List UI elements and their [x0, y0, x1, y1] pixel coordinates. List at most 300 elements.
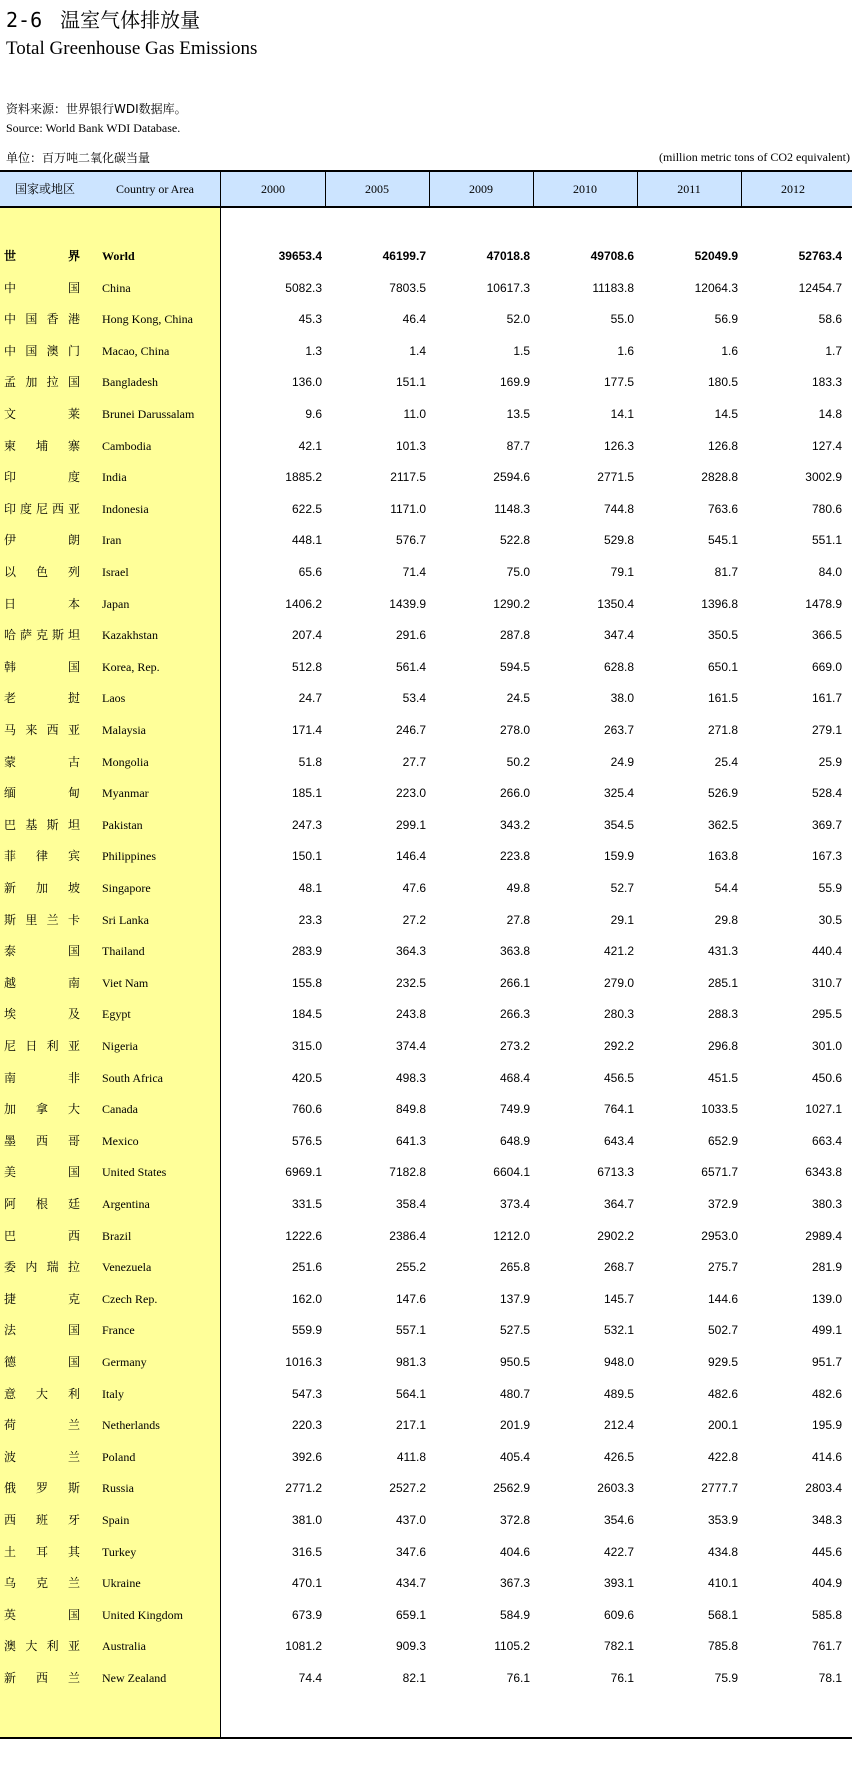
country-name-zh: 印度尼西亚	[4, 501, 80, 516]
table-row	[0, 1409, 852, 1441]
value-2009: 367.3	[499, 1576, 530, 1591]
value-2010: 456.5	[603, 1070, 634, 1085]
value-2000: 448.1	[291, 533, 322, 548]
value-2005: 82.1	[402, 1671, 426, 1685]
value-2000: 39653.4	[278, 249, 322, 263]
country-name-zh: 波兰	[4, 1449, 80, 1464]
value-2009: 27.8	[506, 912, 530, 927]
value-2009: 522.8	[499, 533, 530, 548]
country-name-en: Spain	[102, 1513, 130, 1527]
country-name-en: Australia	[102, 1639, 146, 1654]
value-2011: 652.9	[707, 1133, 738, 1148]
value-2005: 47.6	[402, 881, 426, 895]
value-2010: 14.1	[610, 407, 634, 421]
country-name-en: France	[102, 1323, 135, 1338]
value-2005: 1439.9	[389, 596, 426, 611]
value-2000: 65.6	[298, 565, 322, 579]
value-2009: 584.9	[499, 1607, 530, 1622]
value-2000: 315.0	[291, 1039, 322, 1053]
value-2012: 301.0	[811, 1039, 842, 1053]
table-row	[0, 682, 852, 714]
value-2009: 594.5	[499, 659, 530, 674]
page-title-zh	[6, 4, 200, 33]
value-2011: 434.8	[707, 1544, 738, 1559]
value-2000: 470.1	[291, 1576, 322, 1591]
value-2000: 1885.2	[285, 470, 322, 485]
value-2012: 30.5	[818, 912, 842, 927]
value-2010: 280.3	[603, 1007, 634, 1022]
value-2011: 929.5	[707, 1355, 738, 1369]
value-2011: 161.5	[707, 691, 738, 706]
value-2012: 279.1	[811, 723, 842, 737]
table-row	[0, 335, 852, 367]
header-country-zh: 国家或地区	[14, 182, 75, 196]
value-2011: 482.6	[707, 1386, 738, 1401]
value-2011: 526.9	[707, 786, 738, 801]
country-name-zh: 世界	[4, 249, 80, 263]
value-2000: 9.6	[305, 407, 322, 421]
value-2010: 744.8	[603, 501, 634, 516]
value-2000: 42.1	[298, 438, 322, 453]
value-2009: 1105.2	[494, 1639, 530, 1654]
country-name-en: Hong Kong, China	[102, 312, 193, 327]
value-2012: 951.7	[811, 1355, 842, 1369]
value-2000: 74.4	[298, 1671, 322, 1685]
value-2012: 52763.4	[798, 249, 842, 263]
country-name-zh: 印度	[4, 470, 80, 485]
value-2010: 177.5	[603, 375, 634, 390]
value-2000: 251.6	[291, 1260, 322, 1275]
country-name-en: Cambodia	[102, 438, 152, 453]
country-name-en: Thailand	[102, 944, 145, 959]
country-name-en: China	[102, 280, 131, 295]
value-2010: 79.1	[610, 565, 634, 579]
value-2005: 561.4	[395, 659, 426, 674]
title-zh-text: 温室气体排放量	[60, 8, 201, 32]
country-name-zh: 孟加拉国	[4, 375, 80, 390]
value-2012: 551.1	[811, 533, 842, 548]
value-2009: 49.8	[506, 881, 530, 895]
value-2009: 1290.2	[493, 596, 530, 611]
country-name-zh: 澳大利亚	[4, 1639, 80, 1654]
value-2009: 75.0	[506, 565, 530, 579]
value-2000: 512.8	[291, 659, 322, 674]
value-2009: 2594.6	[493, 470, 530, 485]
value-2012: 6343.8	[805, 1165, 842, 1180]
value-2010: 489.5	[603, 1386, 634, 1401]
country-name-zh: 委内瑞拉	[4, 1260, 80, 1275]
value-2010: 354.6	[603, 1513, 634, 1527]
value-2011: 52049.9	[694, 249, 738, 263]
value-2012: 167.3	[811, 849, 842, 864]
value-2011: 75.9	[714, 1671, 738, 1685]
table-row	[0, 1472, 852, 1504]
value-2009: 137.9	[499, 1291, 530, 1306]
country-name-zh: 西班牙	[4, 1513, 80, 1527]
value-2005: 7182.8	[389, 1165, 426, 1180]
value-2010: 529.8	[603, 533, 634, 548]
country-name-en: Malaysia	[102, 723, 146, 737]
header-divider	[325, 172, 326, 206]
unit-note-zh: 单位：百万吨二氧化碳当量	[6, 151, 151, 165]
value-2005: 641.3	[395, 1133, 426, 1148]
value-2011: 502.7	[707, 1323, 738, 1338]
value-2009: 363.8	[499, 944, 530, 959]
table-row	[0, 809, 852, 841]
value-2010: 11183.8	[592, 280, 634, 295]
value-2009: 405.4	[499, 1449, 530, 1464]
value-2009: 1148.3	[494, 501, 530, 516]
value-2011: 56.9	[714, 312, 738, 327]
value-2012: 450.6	[811, 1070, 842, 1085]
country-name-zh: 乌克兰	[4, 1576, 80, 1591]
value-2009: 266.3	[499, 1007, 530, 1022]
value-2000: 185.1	[291, 786, 322, 801]
value-2009: 273.2	[499, 1039, 530, 1053]
country-name-en: New Zealand	[102, 1671, 167, 1685]
value-2000: 220.3	[291, 1418, 322, 1433]
value-2010: 279.0	[603, 975, 634, 990]
value-2010: 354.5	[603, 817, 634, 832]
value-2012: 195.9	[811, 1418, 842, 1433]
value-2011: 271.8	[707, 723, 738, 737]
value-2010: 268.7	[603, 1260, 634, 1275]
unit-note-en: (million metric tons of CO2 equivalent)	[659, 150, 850, 164]
value-2005: 849.8	[395, 1102, 426, 1117]
country-name-zh: 越南	[4, 975, 80, 990]
value-2011: 353.9	[707, 1513, 738, 1527]
value-2000: 171.4	[291, 723, 322, 737]
value-2011: 650.1	[707, 659, 738, 674]
value-2012: 482.6	[811, 1386, 842, 1401]
value-2000: 184.5	[291, 1007, 322, 1022]
country-name-en: Korea, Rep.	[102, 659, 160, 674]
table-row	[0, 430, 852, 462]
value-2000: 45.3	[298, 312, 322, 327]
country-name-zh: 俄罗斯	[4, 1481, 80, 1496]
value-2011: 1396.8	[701, 596, 738, 611]
value-2000: 24.7	[298, 691, 322, 706]
value-2011: 1033.5	[701, 1102, 738, 1117]
table-row	[0, 651, 852, 683]
value-2012: 414.6	[811, 1449, 842, 1464]
table-row	[0, 714, 852, 746]
table-row	[0, 1220, 852, 1252]
value-2009: 24.5	[506, 691, 530, 706]
country-name-zh: 南非	[4, 1070, 80, 1085]
table-row	[0, 872, 852, 904]
value-2000: 1222.6	[285, 1228, 322, 1243]
value-2012: 84.0	[818, 565, 842, 579]
country-name-zh: 哈萨克斯坦	[4, 628, 80, 643]
value-2012: 1027.1	[805, 1102, 842, 1117]
page-title-en: Total Greenhouse Gas Emissions	[6, 38, 258, 59]
value-2000: 162.0	[291, 1291, 322, 1306]
value-2012: 348.3	[811, 1513, 842, 1527]
country-name-en: Viet Nam	[102, 975, 149, 990]
table-row	[0, 272, 852, 304]
value-2005: 2117.5	[390, 470, 426, 485]
value-2000: 331.5	[291, 1197, 322, 1211]
header-divider	[429, 172, 430, 206]
header-divider	[533, 172, 534, 206]
table-row	[0, 240, 852, 272]
table-row	[0, 1314, 852, 1346]
value-2010: 421.2	[603, 944, 634, 959]
table-row	[0, 1283, 852, 1315]
country-name-zh: 柬埔寨	[4, 438, 80, 453]
value-2010: 55.0	[610, 312, 634, 327]
value-2005: 2527.2	[389, 1481, 426, 1496]
value-2012: 127.4	[811, 438, 842, 453]
header-divider	[637, 172, 638, 206]
value-2005: 1.4	[409, 343, 426, 358]
value-2009: 1212.0	[493, 1228, 530, 1243]
country-name-en: Iran	[102, 533, 122, 548]
value-2010: 159.9	[603, 849, 634, 864]
header-year-1: 2005	[365, 182, 389, 196]
country-name-en: Argentina	[102, 1197, 150, 1211]
header-year-3: 2010	[573, 182, 597, 196]
value-2012: 499.1	[811, 1323, 842, 1338]
value-2011: 362.5	[707, 817, 738, 832]
country-name-zh: 墨西哥	[4, 1133, 80, 1148]
value-2011: 126.8	[707, 438, 738, 453]
country-name-en: Italy	[102, 1386, 124, 1401]
value-2012: 183.3	[811, 375, 842, 390]
value-2009: 201.9	[499, 1418, 530, 1433]
value-2011: 785.8	[707, 1639, 738, 1654]
value-2010: 263.7	[603, 723, 634, 737]
value-2009: 47018.8	[486, 249, 530, 263]
value-2005: 2386.4	[389, 1228, 426, 1243]
value-2009: 76.1	[506, 1671, 530, 1685]
value-2000: 559.9	[291, 1323, 322, 1338]
value-2012: 669.0	[811, 659, 842, 674]
country-name-en: Mongolia	[102, 754, 149, 769]
value-2000: 622.5	[291, 501, 322, 516]
value-2010: 1.6	[617, 343, 634, 358]
value-2010: 52.7	[610, 881, 634, 895]
table-header-rule	[0, 206, 852, 208]
value-2005: 437.0	[395, 1513, 426, 1527]
country-name-en: Germany	[102, 1355, 147, 1369]
value-2005: 27.2	[402, 912, 426, 927]
country-name-en: Canada	[102, 1102, 138, 1117]
value-2005: 411.8	[396, 1449, 426, 1464]
value-2011: 431.3	[707, 944, 738, 959]
value-2010: 126.3	[603, 438, 634, 453]
value-2005: 232.5	[395, 975, 426, 990]
country-name-en: Ukraine	[102, 1576, 141, 1591]
value-2011: 163.8	[707, 849, 738, 864]
country-name-zh: 泰国	[4, 944, 80, 959]
country-name-zh: 菲律宾	[4, 849, 80, 864]
header-year-4: 2011	[677, 182, 701, 196]
value-2009: 10617.3	[486, 280, 530, 295]
table-row	[0, 1188, 852, 1220]
value-2012: 12454.7	[798, 280, 842, 295]
table-row	[0, 398, 852, 430]
value-2005: 217.1	[395, 1418, 426, 1433]
value-2010: 347.4	[603, 628, 634, 643]
value-2010: 364.7	[603, 1197, 634, 1211]
value-2010: 292.2	[603, 1039, 634, 1053]
value-2009: 648.9	[499, 1133, 530, 1148]
value-2011: 275.7	[707, 1260, 738, 1275]
header-divider	[741, 172, 742, 206]
table-row	[0, 556, 852, 588]
value-2005: 147.6	[395, 1291, 426, 1306]
country-name-zh: 加拿大	[4, 1102, 80, 1117]
value-2005: 347.6	[395, 1544, 426, 1559]
value-2000: 547.3	[291, 1386, 322, 1401]
value-2009: 52.0	[506, 312, 530, 327]
country-name-zh: 巴西	[4, 1228, 80, 1243]
value-2005: 358.4	[395, 1197, 426, 1211]
value-2012: 761.7	[811, 1639, 842, 1654]
source-note-zh: 资料来源：世界银行WDI数据库。	[6, 102, 187, 116]
value-2010: 76.1	[610, 1671, 634, 1685]
value-2010: 764.1	[603, 1102, 634, 1117]
value-2012: 2989.4	[805, 1228, 842, 1243]
country-name-en: World	[102, 249, 135, 263]
value-2005: 53.4	[402, 691, 426, 706]
value-2010: 2902.2	[597, 1228, 634, 1243]
country-name-en: Laos	[102, 691, 126, 706]
table-row	[0, 619, 852, 651]
value-2011: 2953.0	[701, 1228, 738, 1243]
country-name-zh: 英国	[4, 1607, 80, 1622]
header-year-0: 2000	[261, 182, 285, 196]
country-name-zh: 老挝	[4, 691, 80, 706]
value-2005: 11.0	[403, 407, 426, 421]
country-name-zh: 巴基斯坦	[4, 817, 80, 832]
value-2005: 299.1	[395, 817, 426, 832]
country-name-zh: 文莱	[4, 407, 80, 421]
source-note-en: Source: World Bank WDI Database.	[6, 121, 181, 135]
value-2011: 296.8	[707, 1039, 738, 1053]
value-2009: 373.4	[499, 1197, 530, 1211]
value-2005: 557.1	[395, 1323, 426, 1338]
country-name-zh: 斯里兰卡	[4, 912, 80, 927]
value-2011: 180.5	[707, 375, 738, 390]
value-2000: 381.0	[291, 1513, 322, 1527]
value-2010: 38.0	[610, 691, 634, 706]
country-name-en: South Africa	[102, 1070, 163, 1085]
country-name-en: Mexico	[102, 1133, 139, 1148]
value-2000: 420.5	[291, 1070, 322, 1085]
country-name-en: Brazil	[102, 1228, 132, 1243]
country-name-en: Macao, China	[102, 343, 170, 358]
value-2000: 392.6	[291, 1449, 322, 1464]
table-row	[0, 524, 852, 556]
value-2005: 223.0	[395, 786, 426, 801]
value-2011: 451.5	[707, 1070, 738, 1085]
value-2012: 55.9	[818, 881, 842, 895]
value-2010: 532.1	[603, 1323, 634, 1338]
table-row	[0, 461, 852, 493]
value-2012: 310.7	[811, 975, 842, 990]
value-2012: 295.5	[811, 1007, 842, 1022]
value-2009: 87.7	[506, 438, 530, 453]
value-2005: 291.6	[395, 628, 426, 643]
country-name-en: Netherlands	[102, 1418, 160, 1433]
country-name-zh: 中国	[4, 280, 80, 295]
value-2010: 948.0	[603, 1355, 634, 1369]
value-2011: 29.8	[714, 912, 738, 927]
value-2005: 7803.5	[389, 280, 426, 295]
country-name-zh: 意大利	[4, 1386, 80, 1401]
country-name-zh: 新西兰	[4, 1671, 80, 1685]
country-name-en: Myanmar	[102, 786, 149, 801]
table-row	[0, 1504, 852, 1536]
country-name-en: Bangladesh	[102, 375, 158, 390]
table-row	[0, 1441, 852, 1473]
value-2005: 1171.0	[390, 501, 426, 516]
value-2009: 372.8	[499, 1513, 530, 1527]
value-2000: 136.0	[291, 375, 322, 390]
value-2005: 46.4	[402, 312, 426, 327]
value-2012: 585.8	[811, 1607, 842, 1622]
value-2012: 440.4	[811, 944, 842, 959]
value-2012: 139.0	[811, 1291, 842, 1306]
country-name-zh: 美国	[4, 1165, 80, 1180]
value-2005: 434.7	[395, 1576, 426, 1591]
country-name-en: United States	[102, 1165, 167, 1180]
table-row	[0, 1030, 852, 1062]
value-2012: 161.7	[811, 691, 842, 706]
value-2010: 782.1	[603, 1639, 634, 1654]
value-2011: 568.1	[707, 1607, 738, 1622]
value-2009: 287.8	[499, 628, 530, 643]
value-2009: 50.2	[506, 754, 530, 769]
value-2000: 155.8	[291, 975, 322, 990]
value-2005: 498.3	[395, 1070, 426, 1085]
table-row	[0, 303, 852, 335]
table-row	[0, 1251, 852, 1283]
value-2012: 780.6	[811, 501, 842, 516]
value-2009: 13.5	[506, 407, 530, 421]
value-2011: 144.6	[707, 1291, 738, 1306]
country-name-zh: 中国香港	[4, 312, 80, 327]
value-2009: 404.6	[499, 1544, 530, 1559]
value-2010: 24.9	[610, 754, 634, 769]
value-2010: 29.1	[610, 912, 634, 927]
value-2009: 6604.1	[493, 1165, 530, 1180]
country-name-zh: 马来西亚	[4, 723, 80, 737]
value-2005: 243.8	[395, 1007, 426, 1022]
value-2012: 25.9	[818, 754, 842, 769]
table-row	[0, 588, 852, 620]
value-2009: 527.5	[499, 1323, 530, 1338]
value-2000: 576.5	[291, 1133, 322, 1148]
table-row	[0, 777, 852, 809]
value-2009: 278.0	[499, 723, 530, 737]
table-number: 2-6	[6, 8, 43, 32]
value-2009: 468.4	[499, 1070, 530, 1085]
value-2010: 325.4	[603, 786, 634, 801]
value-2000: 207.4	[291, 628, 322, 643]
value-2011: 288.3	[707, 1007, 738, 1022]
country-name-zh: 德国	[4, 1355, 80, 1369]
value-2005: 981.3	[395, 1355, 426, 1369]
value-2010: 628.8	[603, 659, 634, 674]
value-2011: 200.1	[707, 1418, 738, 1433]
table-row	[0, 1378, 852, 1410]
value-2000: 51.8	[298, 754, 322, 769]
value-2009: 169.9	[499, 375, 530, 390]
